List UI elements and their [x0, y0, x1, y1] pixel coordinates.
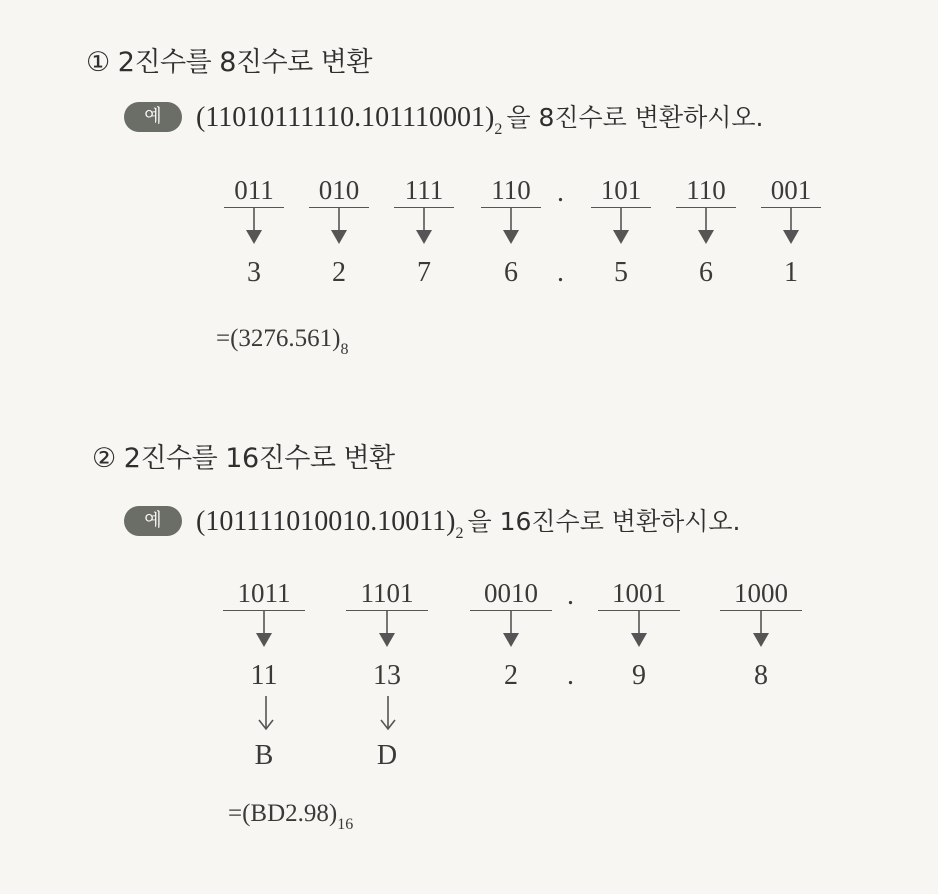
octal-digit: 6 — [504, 257, 518, 288]
bit-group-label: 011 — [234, 175, 274, 205]
bit-group — [223, 578, 305, 649]
result-base: 16 — [337, 816, 354, 833]
down-arrow-icon — [346, 611, 428, 649]
section1-heading: ① 2진수를 8진수로 변환 — [86, 47, 372, 78]
bit-group-label: 0010 — [484, 578, 538, 608]
octal-digit: 6 — [699, 257, 713, 288]
section2-example — [124, 502, 741, 541]
section2-instruction: 을 16진수로 변환하시오. — [467, 507, 741, 536]
bit-group-label: 1011 — [237, 578, 291, 608]
result-base: 8 — [340, 341, 349, 358]
binary-point: . — [567, 580, 574, 611]
section1-result — [216, 325, 349, 357]
octal-point: . — [557, 257, 564, 288]
bit-group — [676, 175, 736, 246]
octal-digit: 2 — [332, 257, 346, 288]
bit-group-label: 001 — [770, 175, 812, 205]
decimal-digit: 9 — [632, 660, 646, 691]
down-arrow-icon — [481, 208, 541, 246]
section1-instruction: 을 8진수로 변환하시오. — [506, 103, 764, 132]
down-arrow-icon — [470, 611, 552, 649]
section1-expression: (11010111110.101110001) — [196, 102, 495, 133]
binary-point: . — [557, 177, 564, 208]
section2-expression-base: 2 — [455, 525, 464, 543]
bit-group — [470, 578, 552, 649]
down-arrow-icon — [591, 208, 651, 246]
down-arrow-icon — [598, 611, 680, 649]
thin-down-arrow-icon — [376, 696, 400, 732]
hex-letter: B — [254, 740, 274, 771]
down-arrow-icon — [394, 208, 454, 246]
bit-group-label: 110 — [686, 175, 726, 205]
bit-group-label: 010 — [318, 175, 360, 205]
decimal-digit: 13 — [373, 660, 401, 691]
hex-letter: D — [376, 740, 398, 771]
section1-expression-base: 2 — [494, 121, 503, 139]
bit-group — [224, 175, 284, 246]
hex-point: . — [567, 660, 574, 691]
result-value: =(BD2.98) — [228, 800, 338, 827]
bit-group — [394, 175, 454, 246]
bit-group — [761, 175, 821, 246]
thin-down-arrow-icon — [254, 696, 278, 732]
result-value: =(3276.561) — [216, 325, 341, 352]
octal-digit: 5 — [614, 257, 628, 288]
down-arrow-icon — [309, 208, 369, 246]
bit-group-label: 110 — [491, 175, 531, 205]
decimal-digit: 8 — [754, 660, 768, 691]
bit-group — [481, 175, 541, 246]
bit-group — [591, 175, 651, 246]
down-arrow-icon — [720, 611, 802, 649]
bit-group-label: 111 — [404, 175, 444, 205]
example-badge: 예 — [124, 102, 182, 132]
bit-group-label: 1001 — [612, 578, 666, 608]
down-arrow-icon — [223, 611, 305, 649]
down-arrow-icon — [224, 208, 284, 246]
decimal-digit: 2 — [504, 660, 518, 691]
bit-group — [598, 578, 680, 649]
section2-result — [228, 800, 353, 832]
bit-group-label: 1000 — [734, 578, 788, 608]
section2-expression: (101111010010.10011) — [196, 506, 456, 537]
bit-group — [309, 175, 369, 246]
section1-example — [124, 98, 763, 137]
octal-digit: 3 — [247, 257, 261, 288]
octal-digit: 1 — [784, 257, 798, 288]
down-arrow-icon — [676, 208, 736, 246]
bit-group — [346, 578, 428, 649]
octal-digit: 7 — [417, 257, 431, 288]
down-arrow-icon — [761, 208, 821, 246]
section2-heading: ② 2진수를 16진수로 변환 — [92, 443, 395, 474]
bit-group-label: 101 — [600, 175, 642, 205]
decimal-digit: 11 — [250, 660, 278, 691]
example-badge: 예 — [124, 506, 182, 536]
bit-group-label: 1101 — [360, 578, 414, 608]
bit-group — [720, 578, 802, 649]
